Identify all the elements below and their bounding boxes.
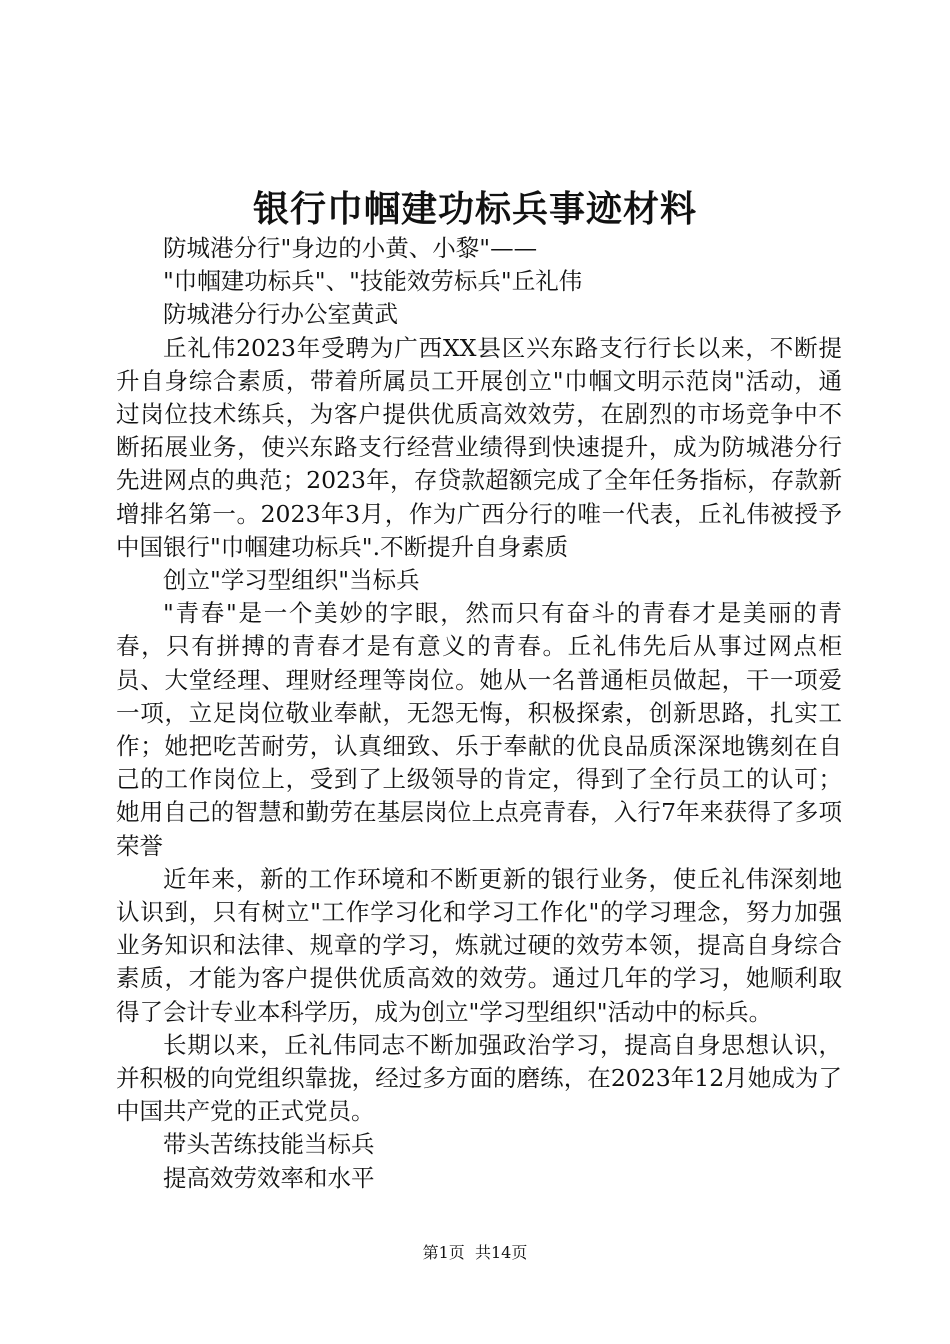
document-body: [116, 232, 842, 1195]
paragraph-intro: 丘礼伟2023年受聘为广西XX县区兴东路支行行长以来，不断提升自身综合素质，带着所属员工开展创立"巾帼文明示范岗"活动，通过岗位技术练兵，为客户提供优质高效效劳，在剧烈的市场竞争中不断拓展业务，使兴东路支行经营业绩得到快速提升，成为防城港分行先进网点的典范；2023年，存贷款超额完成了全年任务指标，存款新增排名第一。2023年3月，作为广西分行的唯一代表，丘礼伟被授予中国银行"巾帼建功标兵".不断提升自身素质: [116, 333, 842, 561]
paragraph-youth: "青春"是一个美妙的字眼，然而只有奋斗的青春才是美丽的青春，只有拼搏的青春才是有意义的青春。丘礼伟先后从事过网点柜员、大堂经理、理财经理等岗位。她从一名普通柜员做起，干一项爱一项，立足岗位敬业奉献，无怨无悔，积极探索，创新思路，扎实工作；她把吃苦耐劳，认真细致、乐于奉献的优良品质深深地镌刻在自己的工作岗位上，受到了上级领导的肯定，得到了全行员工的认可；她用自己的智慧和勤劳在基层岗位上点亮青春，入行7年来获得了多项荣誉: [116, 599, 842, 860]
page-footer: [0, 1242, 950, 1264]
page-total: 共14页: [474, 1243, 528, 1262]
paragraph-recent-years: 近年来，新的工作环境和不断更新的银行业务，使丘礼伟深刻地认识到，只有树立"工作学习化和学习工作化"的学习理念，努力加强业务知识和法律、规章的学习，炼就过硬的效劳本领，提高自身综合素质，才能为客户提供优质高效的效劳。通过几年的学习，她顺利取得了会计专业本科学历，成为创立"学习型组织"活动中的标兵。: [116, 864, 842, 1026]
section-heading-skills: 带头苦练技能当标兵: [163, 1130, 375, 1159]
paragraph-political-study: 长期以来，丘礼伟同志不断加强政治学习，提高自身思想认识，并积极的向党组织靠拢，经过多方面的磨练，在2023年12月她成为了中国共产党的正式党员。: [116, 1030, 842, 1126]
paragraph-subtitle-1: 防城港分行"身边的小黄、小黎"——: [163, 234, 538, 262]
paragraph-author: 防城港分行办公室黄武: [163, 300, 398, 329]
page-number: 第1页: [422, 1243, 465, 1262]
paragraph-subtitle-2: "巾帼建功标兵"、"技能效劳标兵"丘礼伟: [163, 267, 583, 296]
section-subheading-efficiency: 提高效劳效率和水平: [163, 1163, 375, 1192]
document-title: 银行巾帼建功标兵事迹材料: [252, 188, 697, 230]
section-heading-learning: 创立"学习型组织"当标兵: [163, 566, 420, 595]
